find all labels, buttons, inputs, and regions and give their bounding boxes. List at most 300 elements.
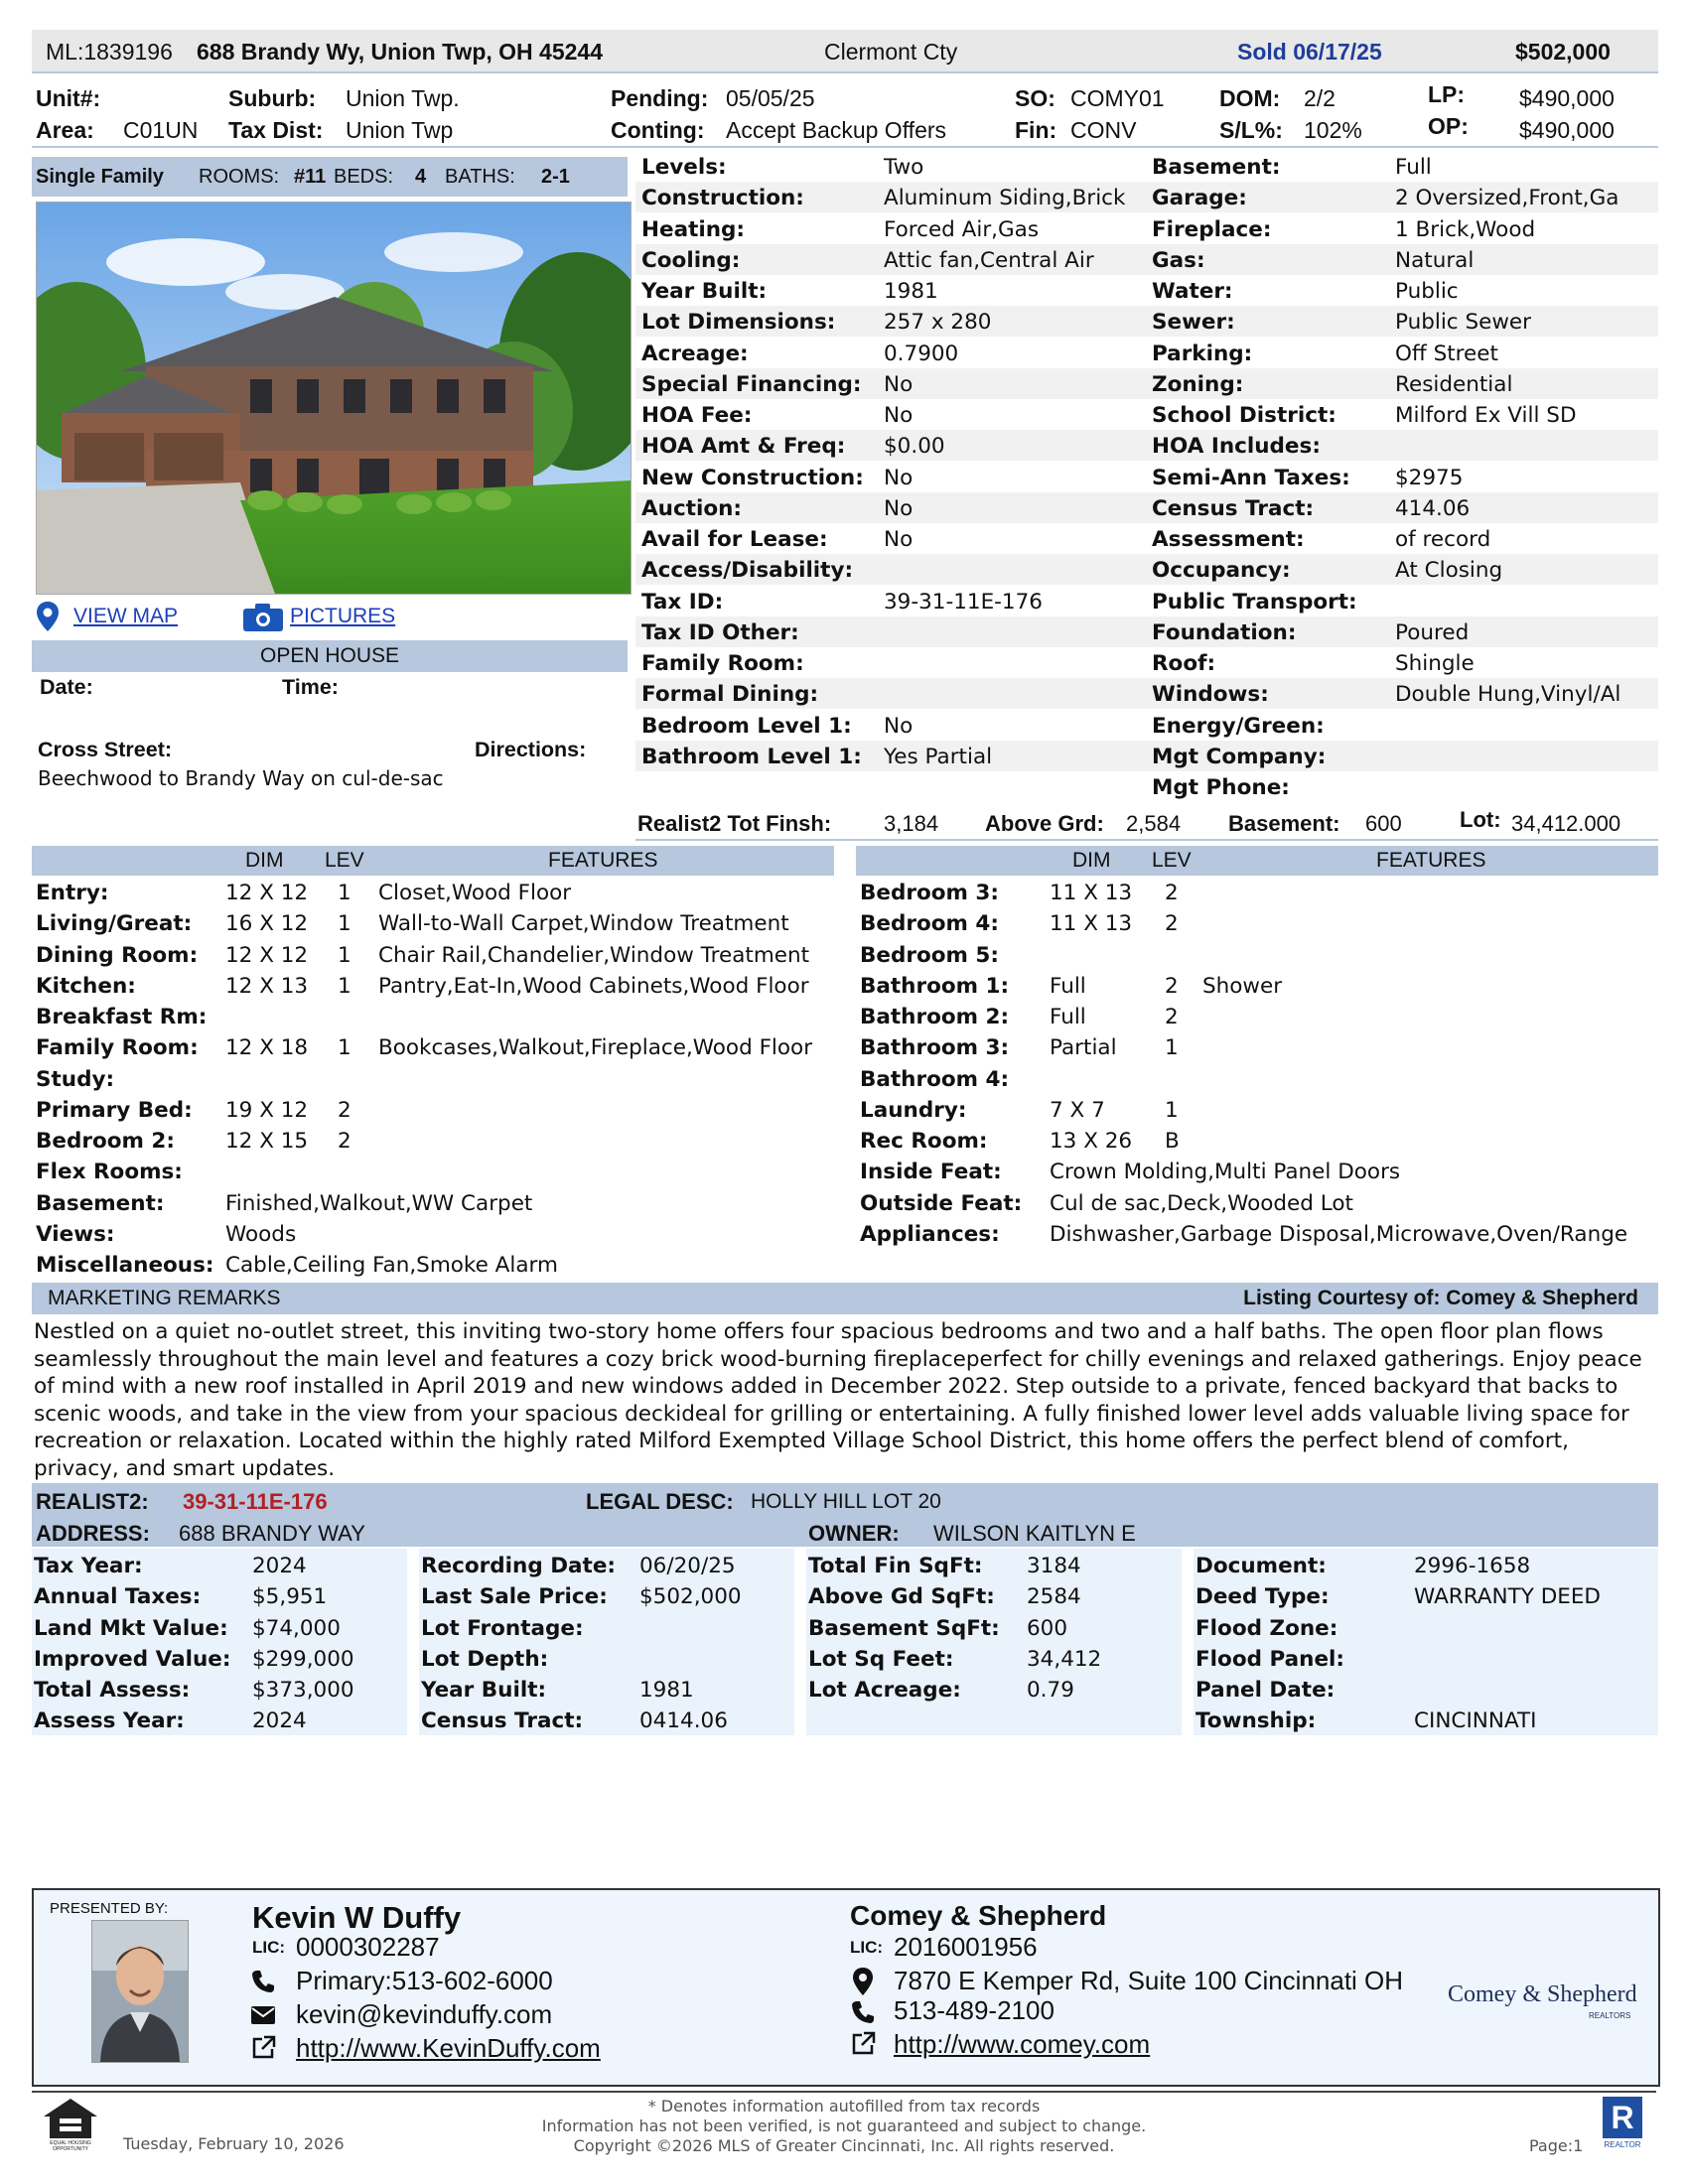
- map-pin-icon: [36, 601, 60, 632]
- house-illustration: [37, 203, 631, 594]
- listing-type-bar: [32, 157, 628, 197]
- tax-row: [421, 1706, 878, 1736]
- property-type: Single Family: [36, 166, 164, 188]
- detail-row: [635, 647, 1658, 678]
- tax-label: Flood Panel:: [1196, 1646, 1345, 1672]
- room-name: Bathroom 2:: [860, 1005, 1010, 1029]
- room-dim: Full: [1050, 973, 1086, 999]
- detail-label-left: Cooling:: [641, 247, 741, 273]
- room-name: Views:: [36, 1221, 115, 1247]
- room-level: 2: [1165, 1005, 1179, 1029]
- tax-label: Total Assess:: [34, 1678, 191, 1703]
- room-level: 1: [1165, 1035, 1179, 1061]
- detail-label-right: Garage:: [1152, 186, 1247, 211]
- baths-value: 2-1: [541, 166, 570, 188]
- tax-label: Last Sale Price:: [421, 1584, 608, 1610]
- detail-value-left: No: [884, 495, 914, 521]
- room-level: 2: [338, 1097, 352, 1123]
- detail-row: [635, 554, 1658, 585]
- detail-row: [635, 338, 1658, 368]
- detail-row: [635, 151, 1658, 182]
- room-dim: 7 X 7: [1050, 1097, 1105, 1123]
- room-name: Kitchen:: [36, 973, 136, 999]
- room-row: [860, 1157, 1664, 1187]
- agent-website[interactable]: http://www.KevinDuffy.com: [296, 2033, 601, 2063]
- detail-value-right: Public: [1395, 279, 1459, 304]
- room-row: [36, 1064, 840, 1095]
- room-row: [860, 1095, 1664, 1126]
- unit-label: Unit#:: [36, 85, 101, 111]
- detail-row: [635, 492, 1658, 523]
- pending-value: 05/05/25: [726, 85, 815, 111]
- so-label: SO:: [1015, 85, 1055, 111]
- room-row: [36, 1032, 840, 1063]
- room-row: [860, 1188, 1664, 1219]
- realist-lot-label: Lot:: [1460, 807, 1501, 832]
- room-features: Closet,Wood Floor: [378, 881, 572, 905]
- legal-desc-label: LEGAL DESC:: [586, 1489, 734, 1514]
- detail-label-right: Windows:: [1152, 682, 1269, 708]
- realist-label: REALIST2:: [36, 1489, 149, 1514]
- room-level: 1: [338, 1035, 352, 1061]
- dim-header: DIM: [245, 849, 284, 872]
- dim-header: DIM: [1072, 849, 1111, 872]
- detail-value-left: $0.00: [884, 434, 945, 460]
- detail-value-left: No: [884, 465, 914, 490]
- tax-label: Tax Year:: [34, 1554, 143, 1578]
- tax-label: Year Built:: [421, 1678, 547, 1703]
- detail-value-left: 39-31-11E-176: [884, 589, 1043, 614]
- detail-label-right: Public Transport:: [1152, 589, 1357, 614]
- realist-tot-value: 3,184: [884, 811, 939, 836]
- detail-row: [635, 399, 1658, 430]
- page-number: Page:1: [1529, 2136, 1584, 2155]
- detail-value-left: Attic fan,Central Air: [884, 247, 1094, 273]
- tax-row: [1196, 1706, 1652, 1736]
- detail-row: [635, 213, 1658, 244]
- lev-header: LEV: [1152, 849, 1192, 872]
- room-level: 1: [338, 911, 352, 937]
- so-value: COMY01: [1070, 85, 1165, 111]
- detail-value-left: Aluminum Siding,Brick: [884, 186, 1126, 211]
- agent-avatar-icon: [92, 1921, 188, 2062]
- room-name: Flex Rooms:: [36, 1160, 183, 1185]
- detail-label-right: Mgt Company:: [1152, 744, 1327, 769]
- detail-label-right: Sewer:: [1152, 310, 1235, 336]
- external-link-icon: [250, 2035, 276, 2061]
- agent-lic: 0000302287: [296, 1932, 440, 1962]
- room-dim: 16 X 12: [225, 911, 309, 937]
- detail-value-right: Public Sewer: [1395, 310, 1531, 336]
- camera-icon: [242, 603, 284, 632]
- tax-value: CINCINNATI: [1414, 1708, 1537, 1734]
- tax-value: 2996-1658: [1414, 1554, 1531, 1578]
- detail-label-left: Family Room:: [641, 651, 804, 676]
- company-name: Comey & Shepherd: [850, 1900, 1107, 1931]
- room-name: Bathroom 4:: [860, 1066, 1010, 1092]
- detail-value-left: Forced Air,Gas: [884, 216, 1040, 242]
- tax-value: 3184: [1027, 1554, 1081, 1578]
- tax-label: Lot Sq Feet:: [808, 1646, 954, 1672]
- equal-housing-text: EQUAL HOUSING OPPORTUNITY: [50, 2140, 91, 2152]
- detail-label-left: Lot Dimensions:: [641, 310, 836, 336]
- room-row: [36, 971, 840, 1002]
- marketing-title: MARKETING REMARKS: [48, 1287, 281, 1309]
- room-row: [860, 940, 1664, 971]
- tax-label: Township:: [1196, 1708, 1317, 1734]
- suburb-value: Union Twp.: [346, 85, 460, 111]
- detail-value-right: Poured: [1395, 619, 1470, 645]
- beds-label: BEDS:: [334, 166, 394, 188]
- equal-housing-logo: [40, 2097, 101, 2150]
- realist-above-value: 2,584: [1126, 811, 1182, 836]
- detail-label-left: Avail for Lease:: [641, 527, 828, 552]
- lp-value: $490,000: [1519, 85, 1615, 111]
- detail-label-right: Assessment:: [1152, 527, 1305, 552]
- external-link-icon: [850, 2031, 876, 2057]
- tax-value: 2024: [252, 1708, 307, 1734]
- detail-value-right: $2975: [1395, 465, 1464, 490]
- logo-subtext: REALTORS: [1589, 2011, 1631, 2020]
- room-dim: 12 X 15: [225, 1129, 309, 1154]
- lev-header: LEV: [325, 849, 364, 872]
- detail-row: [635, 368, 1658, 399]
- detail-label-right: Parking:: [1152, 341, 1253, 366]
- room-dim: 12 X 13: [225, 973, 309, 999]
- room-row: [36, 878, 840, 908]
- detail-label-right: Water:: [1152, 279, 1233, 304]
- tax-label: Recording Date:: [421, 1554, 617, 1578]
- room-name: Bathroom 1:: [860, 973, 1010, 999]
- area-value: C01UN: [123, 117, 199, 143]
- detail-value-right: 1 Brick,Wood: [1395, 216, 1536, 242]
- room-features: Wall-to-Wall Carpet,Window Treatment: [378, 911, 789, 937]
- room-name: Rec Room:: [860, 1129, 988, 1154]
- presenter-card: [32, 1888, 1660, 2087]
- listing-address: 688 Brandy Wy, Union Twp, OH 45244: [197, 39, 604, 65]
- detail-value-right: At Closing: [1395, 558, 1503, 584]
- realist-summary-row: [635, 809, 1658, 841]
- detail-value-right: Natural: [1395, 247, 1475, 273]
- presented-by-label: PRESENTED BY:: [50, 1900, 169, 1917]
- suburb-label: Suburb:: [228, 85, 317, 111]
- room-row: [860, 1064, 1664, 1095]
- area-label: Area:: [36, 117, 94, 143]
- detail-label-right: Semi-Ann Taxes:: [1152, 465, 1350, 490]
- tax-value: 34,412: [1027, 1646, 1102, 1672]
- detail-label-left: Year Built:: [641, 279, 768, 304]
- room-features: Bookcases,Walkout,Fireplace,Wood Floor: [378, 1035, 813, 1061]
- detail-row: [635, 244, 1658, 275]
- realtor-logo: [1599, 2097, 1646, 2152]
- tax-row: [1196, 1613, 1652, 1644]
- company-logo: [1444, 1981, 1642, 2021]
- room-dim: 11 X 13: [1050, 881, 1133, 905]
- realist-above-label: Above Grd:: [985, 811, 1104, 836]
- detail-label-right: HOA Includes:: [1152, 434, 1321, 460]
- tax-label: Assess Year:: [34, 1708, 185, 1734]
- detail-label-right: Zoning:: [1152, 371, 1244, 397]
- conting-label: Conting:: [611, 117, 705, 143]
- op-value: $490,000: [1519, 117, 1615, 143]
- detail-label-right: School District:: [1152, 403, 1336, 428]
- location-pin-icon: [852, 1967, 874, 1996]
- room-dim: Full: [1050, 1005, 1086, 1029]
- room-dim: 12 X 12: [225, 881, 309, 905]
- footer-copyright: Copyright ©2026 MLS of Greater Cincinnati, Inc. All rights reserved.: [573, 2136, 1115, 2155]
- features-header: FEATURES: [1376, 849, 1486, 872]
- agent-photo: [91, 1920, 189, 2063]
- tax-label: Land Mkt Value:: [34, 1615, 228, 1641]
- marketing-remarks: Nestled on a quiet no-outlet street, this inviting two-story home offers four spacious bedrooms and two and a half baths. The open floor plan flows seamlessly throughout the main level and features a cozy brick wood-burning fireplaceperfect for chilly evenings and relaxed gatherings. Enjoy peace of mind with a new roof installed in April 2019 and new windows added in December 2022. Step outside to a private, fenced backyard that backs to scenic woods, and take in the view from your spacious deckideal for grilling or entertaining. A fully finished lower level adds valuable living space for recreation or relaxation. Located within the highly rated Milford Exempted Village School District, this home offers the perfect blend of comfort, privacy, and smart updates.: [34, 1319, 1642, 1481]
- room-dim: Cable,Ceiling Fan,Smoke Alarm: [225, 1253, 558, 1278]
- footer-divider: [32, 2091, 1656, 2093]
- tax-label: Lot Acreage:: [808, 1678, 961, 1703]
- tax-value: 0.79: [1027, 1678, 1074, 1703]
- company-lic-label: LIC:: [850, 1938, 884, 1957]
- rooms-value: #11: [294, 166, 327, 188]
- rooms-label: ROOMS:: [199, 166, 280, 188]
- room-features: Shower: [1202, 973, 1283, 999]
- detail-row: [635, 523, 1658, 554]
- room-level: 2: [1165, 911, 1179, 937]
- email-icon: [250, 2005, 276, 2025]
- tax-row: [1196, 1551, 1652, 1581]
- op-label: OP:: [1428, 113, 1469, 139]
- room-row: [860, 971, 1664, 1002]
- lp-label: LP:: [1428, 81, 1466, 107]
- pictures-link[interactable]: PICTURES: [290, 605, 396, 627]
- detail-value-left: Two: [884, 155, 924, 180]
- detail-label-right: Basement:: [1152, 155, 1281, 180]
- realist-value: 39-31-11E-176: [183, 1489, 328, 1514]
- detail-label-left: HOA Amt & Freq:: [641, 434, 846, 460]
- tax-value: $373,000: [252, 1678, 354, 1703]
- detail-label-right: Mgt Phone:: [1152, 775, 1290, 800]
- view-map-link[interactable]: VIEW MAP: [73, 605, 179, 627]
- detail-row: [635, 710, 1658, 741]
- room-level: 1: [1165, 1097, 1179, 1123]
- ml-number: ML:1839196: [46, 39, 173, 65]
- room-name: Laundry:: [860, 1097, 967, 1123]
- agent-name: Kevin W Duffy: [252, 1900, 462, 1935]
- room-level: B: [1165, 1129, 1180, 1154]
- room-row: [36, 1095, 840, 1126]
- room-row: [36, 1188, 840, 1219]
- property-photo[interactable]: [36, 202, 632, 595]
- agent-email[interactable]: kevin@kevinduffy.com: [296, 1999, 553, 2029]
- detail-row: [635, 771, 1658, 802]
- room-name: Dining Room:: [36, 942, 199, 968]
- company-website[interactable]: http://www.comey.com: [894, 2029, 1151, 2059]
- open-house-bar: OPEN HOUSE: [32, 640, 628, 672]
- room-features: Pantry,Eat-In,Wood Cabinets,Wood Floor: [378, 973, 809, 999]
- tax-value: $502,000: [639, 1584, 742, 1610]
- room-dim: 11 X 13: [1050, 911, 1133, 937]
- room-name: Breakfast Rm:: [36, 1005, 208, 1029]
- taxdist-value: Union Twp: [346, 117, 454, 143]
- room-name: Living/Great:: [36, 911, 193, 937]
- tax-label: Lot Frontage:: [421, 1615, 584, 1641]
- detail-value-right: of record: [1395, 527, 1491, 552]
- detail-row: [635, 306, 1658, 337]
- detail-row: [635, 462, 1658, 492]
- footer-note-2: Information has not been verified, is not guaranteed and subject to change.: [541, 2116, 1147, 2135]
- detail-label-right: Fireplace:: [1152, 216, 1272, 242]
- dom-label: DOM:: [1219, 85, 1281, 111]
- detail-value-left: 1981: [884, 279, 938, 304]
- baths-label: BATHS:: [445, 166, 515, 188]
- room-dim: 12 X 18: [225, 1035, 309, 1061]
- pending-label: Pending:: [611, 85, 709, 111]
- tax-value: $74,000: [252, 1615, 341, 1641]
- tax-label: Above Gd SqFt:: [808, 1584, 995, 1610]
- tax-value: 0414.06: [639, 1708, 728, 1734]
- detail-value-right: Double Hung,Vinyl/Al: [1395, 682, 1621, 708]
- company-phone[interactable]: 513-489-2100: [894, 1995, 1055, 2025]
- tax-record-header: [32, 1483, 1658, 1547]
- tax-value: $5,951: [252, 1584, 328, 1610]
- room-row: [36, 1157, 840, 1187]
- detail-row: [635, 616, 1658, 647]
- room-level: 1: [338, 881, 352, 905]
- agent-phone[interactable]: Primary:513-602-6000: [296, 1966, 553, 1995]
- room-name: Inside Feat:: [860, 1160, 1002, 1185]
- county: Clermont Cty: [824, 39, 958, 65]
- tax-label: Annual Taxes:: [34, 1584, 202, 1610]
- room-name: Bedroom 2:: [36, 1129, 175, 1154]
- room-row: [36, 1126, 840, 1157]
- room-row: [860, 1126, 1664, 1157]
- detail-row: [635, 586, 1658, 616]
- room-dim: Finished,Walkout,WW Carpet: [225, 1190, 533, 1216]
- summary-block: [0, 0, 1688, 149]
- room-dim: Crown Molding,Multi Panel Doors: [1050, 1160, 1401, 1185]
- room-level: 2: [1165, 973, 1179, 999]
- room-name: Basement:: [36, 1190, 165, 1216]
- room-name: Appliances:: [860, 1221, 1000, 1247]
- marketing-bar: [32, 1283, 1658, 1314]
- tax-label: Deed Type:: [1196, 1584, 1330, 1610]
- room-name: Bedroom 5:: [860, 942, 999, 968]
- room-name: Entry:: [36, 881, 109, 905]
- oh-time-label: Time:: [282, 675, 339, 699]
- phone-icon: [850, 1999, 876, 2025]
- room-row: [36, 908, 840, 939]
- detail-value-left: Yes Partial: [884, 744, 993, 769]
- detail-label-right: Foundation:: [1152, 619, 1297, 645]
- tax-address-label: ADDRESS:: [36, 1521, 150, 1546]
- detail-value-right: Full: [1395, 155, 1432, 180]
- detail-value-right: 2 Oversized,Front,Ga: [1395, 186, 1619, 211]
- room-row: [860, 1032, 1664, 1063]
- detail-label-left: New Construction:: [641, 465, 864, 490]
- room-dim: 12 X 12: [225, 942, 309, 968]
- detail-label-left: Bathroom Level 1:: [641, 744, 862, 769]
- realtor-r-icon: R: [1603, 2097, 1642, 2138]
- realist-bsmt-value: 600: [1365, 811, 1402, 836]
- agent-lic-label: LIC:: [252, 1938, 286, 1957]
- tax-value: 2584: [1027, 1584, 1081, 1610]
- detail-label-left: Tax ID:: [641, 589, 724, 614]
- dom-value: 2/2: [1304, 85, 1336, 111]
- detail-label-left: Heating:: [641, 216, 746, 242]
- realist-lot-value: 34,412.000: [1511, 811, 1621, 836]
- features-header: FEATURES: [548, 849, 658, 872]
- tax-label: Document:: [1196, 1554, 1327, 1578]
- room-name: Family Room:: [36, 1035, 199, 1061]
- fin-label: Fin:: [1015, 117, 1057, 143]
- tax-label: Flood Zone:: [1196, 1615, 1338, 1641]
- room-name: Study:: [36, 1066, 115, 1092]
- directions-value: Beechwood to Brandy Way on cul-de-sac: [38, 766, 444, 790]
- detail-value-left: No: [884, 713, 914, 739]
- detail-label-left: Tax ID Other:: [641, 619, 799, 645]
- owner-value: WILSON KAITLYN E: [933, 1521, 1136, 1546]
- tax-label: Basement SqFt:: [808, 1615, 1000, 1641]
- room-dim: Dishwasher,Garbage Disposal,Microwave,Oven/Range: [1050, 1221, 1628, 1247]
- detail-value-right: Milford Ex Vill SD: [1395, 403, 1577, 428]
- tax-label: Total Fin SqFt:: [808, 1554, 983, 1578]
- room-row: [36, 940, 840, 971]
- room-dim: Cul de sac,Deck,Wooded Lot: [1050, 1190, 1353, 1216]
- tax-value: 06/20/25: [639, 1554, 736, 1578]
- room-dim: 13 X 26: [1050, 1129, 1133, 1154]
- detail-label-right: Occupancy:: [1152, 558, 1291, 584]
- room-level: 2: [1165, 881, 1179, 905]
- room-row: [36, 1002, 840, 1032]
- detail-value-left: No: [884, 403, 914, 428]
- detail-row: [635, 430, 1658, 461]
- oh-date-label: Date:: [40, 675, 93, 699]
- room-row: [36, 1219, 840, 1250]
- tax-label: Improved Value:: [34, 1646, 231, 1672]
- detail-row: [635, 182, 1658, 212]
- room-name: Miscellaneous:: [36, 1253, 214, 1278]
- room-row: [36, 1250, 840, 1281]
- room-level: 1: [338, 973, 352, 999]
- room-name: Outside Feat:: [860, 1190, 1023, 1216]
- realtor-text: REALTOR: [1604, 2140, 1641, 2149]
- company-lic: 2016001956: [894, 1932, 1038, 1962]
- detail-value-right: Off Street: [1395, 341, 1498, 366]
- detail-label-left: HOA Fee:: [641, 403, 753, 428]
- room-name: Bathroom 3:: [860, 1035, 1010, 1061]
- tax-row: [1196, 1675, 1652, 1706]
- legal-desc-value: HOLLY HILL LOT 20: [751, 1490, 941, 1513]
- rooms-left-header: [32, 846, 834, 876]
- detail-value-left: 0.7900: [884, 341, 959, 366]
- room-name: Bedroom 3:: [860, 881, 999, 905]
- room-features: Chair Rail,Chandelier,Window Treatment: [378, 942, 810, 968]
- realist-bsmt-label: Basement:: [1228, 811, 1340, 836]
- room-level: 1: [338, 942, 352, 968]
- detail-value-right: Residential: [1395, 371, 1513, 397]
- room-dim: Woods: [225, 1221, 297, 1247]
- detail-row: [635, 741, 1658, 771]
- summary-divider: [32, 146, 1658, 148]
- company-address: 7870 E Kemper Rd, Suite 100 Cincinnati OH: [894, 1966, 1404, 1995]
- footer-note-1: * Denotes information autofilled from tax records: [647, 2097, 1041, 2116]
- cross-street-label: Cross Street:: [38, 738, 173, 761]
- room-row: [860, 878, 1664, 908]
- detail-label-left: Access/Disability:: [641, 558, 854, 584]
- detail-value-left: No: [884, 527, 914, 552]
- detail-value-left: 257 x 280: [884, 310, 992, 336]
- realist-tot-label: Realist2 Tot Finsh:: [637, 811, 832, 836]
- detail-label-left: Levels:: [641, 155, 727, 180]
- detail-label-right: Energy/Green:: [1152, 713, 1325, 739]
